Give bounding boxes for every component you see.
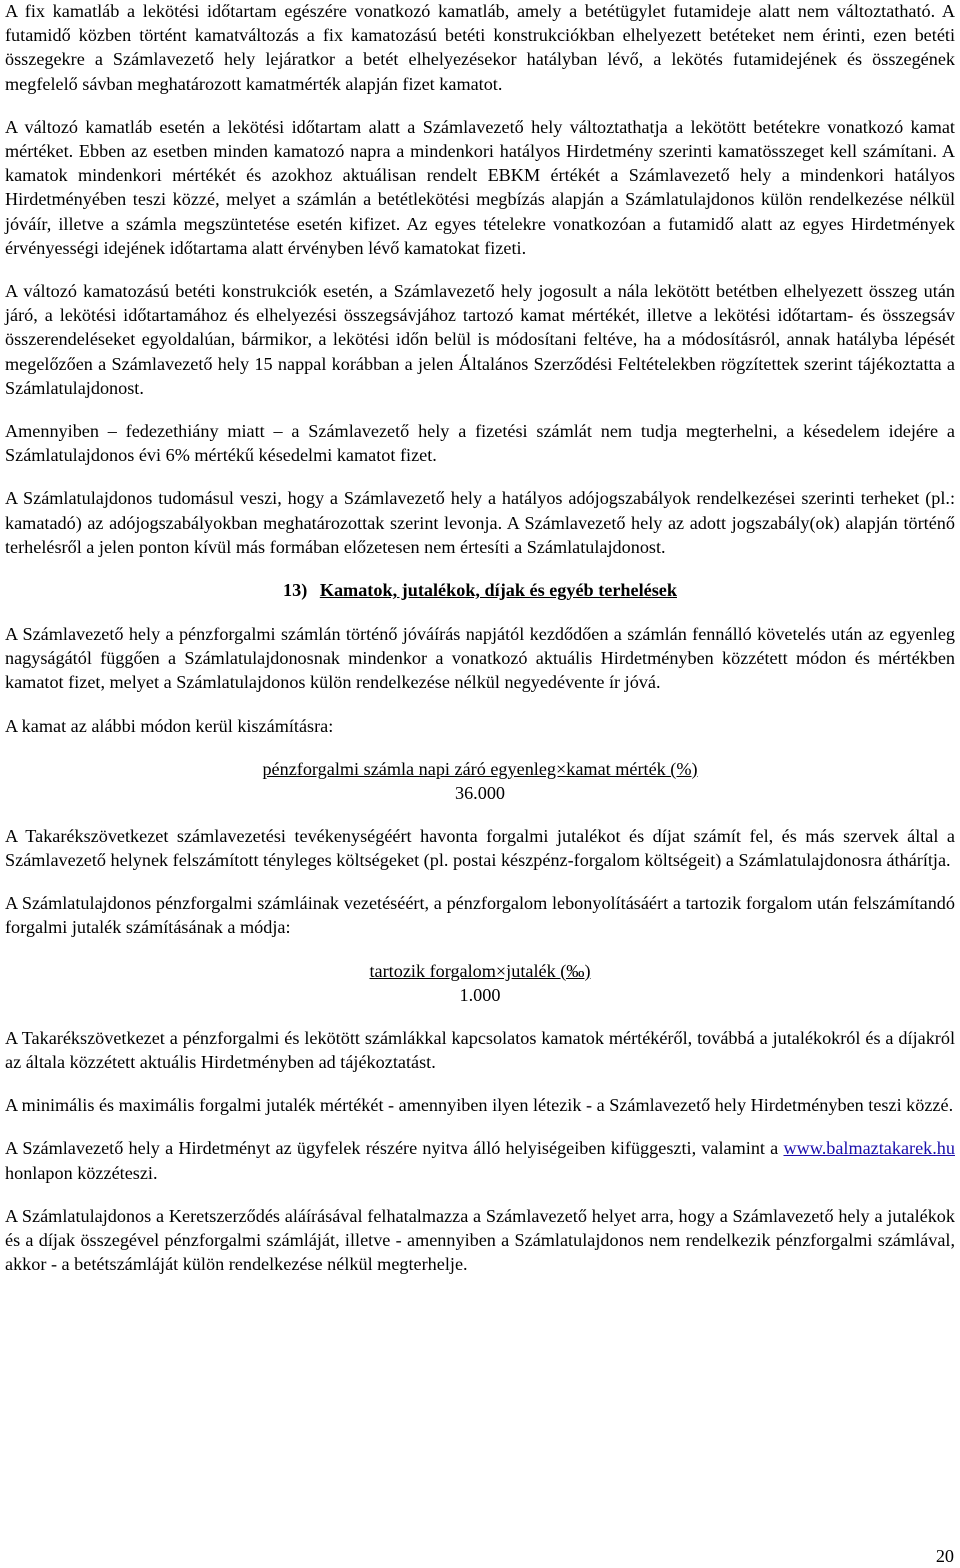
paragraph-late-interest: Amennyiben – fedezethiány miatt – a Számlavezető hely a fizetési számlát nem tudja megterhelni, a késedelem idejére a Számlatulajdonos évi 6% mértékű késedelmi kamatot fizet. (5, 421, 955, 466)
interest-formula-denominator: 36.000 (454, 782, 505, 803)
section-number: 13) (283, 580, 308, 601)
paragraph-min-max-commission: A minimális és maximális forgalmi jutalék mértékét - amennyiben ilyen létezik - a Számlavezető hely Hirdetményben teszi közzé. (5, 1095, 954, 1116)
paragraph-rates-information: A Takarékszövetkezet a pénzforgalmi és lekötött számlákkal kapcsolatos kamatok mértékéről, továbbá a jutalékokról és a díjakról az általa közzétett aktuális Hirdetményben ad tájékoztatást. (5, 1027, 955, 1072)
paragraph-fixed-rate: A fix kamatláb a lekötési időtartam egészére vonatkozó kamatláb, amely a betétügylet futamideje alatt nem változtatható. A futamidő közben történt kamatváltozás a fix kamatozású betéti konstrukciókban elhelyezett betéteket nem érinti, ezen betéti összegekre a Számlavezető hely lejáratkor a betét elhelyezésekor hatályban lévő, a lekötés futamidejének és összegének megfelelő sávban meghatározott kamatmérték alapján fizet kamatot. (5, 1, 955, 94)
paragraph-interest-calc-intro: A kamat az alábbi módon kerül kiszámításra: (5, 715, 334, 736)
document-page (5, 0, 955, 1295)
paragraph-interest-payment: A Számlavezető hely a pénzforgalmi számlán történő jóváírás napjától kezdődően a számlán fennálló követelés után az egyenleg nagyságától függően a Számlatulajdonosnak mindenkor a vonatkozó aktuális Hirdetményben közzétett módon és mértékben kamatot fizet, melyet a Számlatulajdonos külön rendelkezése nélkül negyedévente ír jóvá. (5, 624, 955, 693)
website-link[interactable]: www.balmaztakarek.hu (783, 1138, 955, 1159)
commission-formula-denominator: 1.000 (459, 984, 501, 1005)
page-number: 20 (935, 1546, 954, 1566)
paragraph-announcement-publication (5, 1136, 955, 1184)
interest-formula-numerator: pénzforgalmi számla napi záró egyenleg×kamat mérték (%) (262, 758, 698, 779)
paragraph-tax: A Számlatulajdonos tudomásul veszi, hogy a Számlavezető hely a hatályos adójogszabályok rendelkezései szerinti terheket (pl.: kamatadó) az adójogszabályokban meghatározottak szerint levonja. A Számlavezető hely az adott jogszabály(ok) alapján történő terhelésről a jelen ponton kívül más formában előzetesen nem értesíti a Számlatulajdonost. (5, 488, 955, 557)
paragraph-debit-authorization: A Számlatulajdonos a Keretszerződés aláírásával felhatalmazza a Számlavezető helyet arra, hogy a Számlavezető hely a jutalékok és a díjak összegével pénzforgalmi számláját, illetve - amennyiben a Számlatulajdonos nem rendelkezik pénzforgalmi számlával, akkor - a betétszámláját külön rendelkezése nélkül megterhelje. (5, 1205, 955, 1275)
commission-formula (5, 959, 955, 1007)
paragraph-account-fees: A Takarékszövetkezet számlavezetési tevékenységéért havonta forgalmi jutalékot és díjat számít fel, és más szervek által a Számlavezető helynek felszámított tényleges költségeket (pl. postai készpénz-forgalom költségeit) a Számlatulajdonosra áthárítja. (5, 825, 955, 871)
announcement-text-after: honlapon közzéteszi. (5, 1162, 158, 1183)
paragraph-commission-intro: A Számlatulajdonos pénzforgalmi számláinak vezetéséért, a pénzforgalom lebonyolításáért a tartozik forgalom után felszámítandó forgalmi jutalék számításának a módja: (5, 893, 955, 938)
commission-formula-numerator: tartozik forgalom×jutalék (‰) (369, 960, 591, 981)
section-title: Kamatok, jutalékok, díjak és egyéb terhelések (319, 580, 677, 601)
announcement-text-before: A Számlavezető hely a Hirdetményt az ügyfelek részére nyitva álló helyiségeiben kifüggeszti, valamint a (5, 1138, 784, 1159)
paragraph-variable-rate: A változó kamatláb esetén a lekötési időtartam alatt a Számlavezető hely változtathatja a lekötött betétekre vonatkozó kamat mértéket. Ebben az esetben minden kamatozó napra a mindenkori hatályos Hirdetmény szerinti kamatösszeget kell számítani. A kamatok mindenkori mértékét és azokhoz aktuálisan rendelt EBKM értékét a Számlavezető hely a mindenkori hatályos Hirdetményében teszi közzé, melyet a számlán a betétlekötési megbízás alapján a Számlatulajdonos külön rendelkezése nélkül jóváír, illetve a számla megszüntetése esetén kifizet. Az egyes tételekre vonatkozóan a futamidő alatt az egyes Hirdetmények érvényességi idejének időtartama alatt érvényben lévő kamatokat fizeti. (5, 116, 955, 258)
paragraph-variable-rate-modification: A változó kamatozású betéti konstrukciók esetén, a Számlavezető hely jogosult a nála lekötött betétben elhelyezett összeg után járó, a lekötési időtartamához és elhelyezési összegsávjához tartozó kamat mértékét, illetve a lekötési időtartam- és összegsáv összerendeléseket egyoldalúan, bármikor, a lekötési időn belül is módosítani feltéve, ha a módosításról, annak hatályba lépését megelőzően a Számlavezető hely 15 nappal korábban a jelen Általános Szerződési Feltételekben rögzítettek szerint tájékoztatta a Számlatulajdonost. (5, 281, 955, 398)
interest-formula (5, 757, 955, 805)
section-heading (5, 578, 955, 602)
